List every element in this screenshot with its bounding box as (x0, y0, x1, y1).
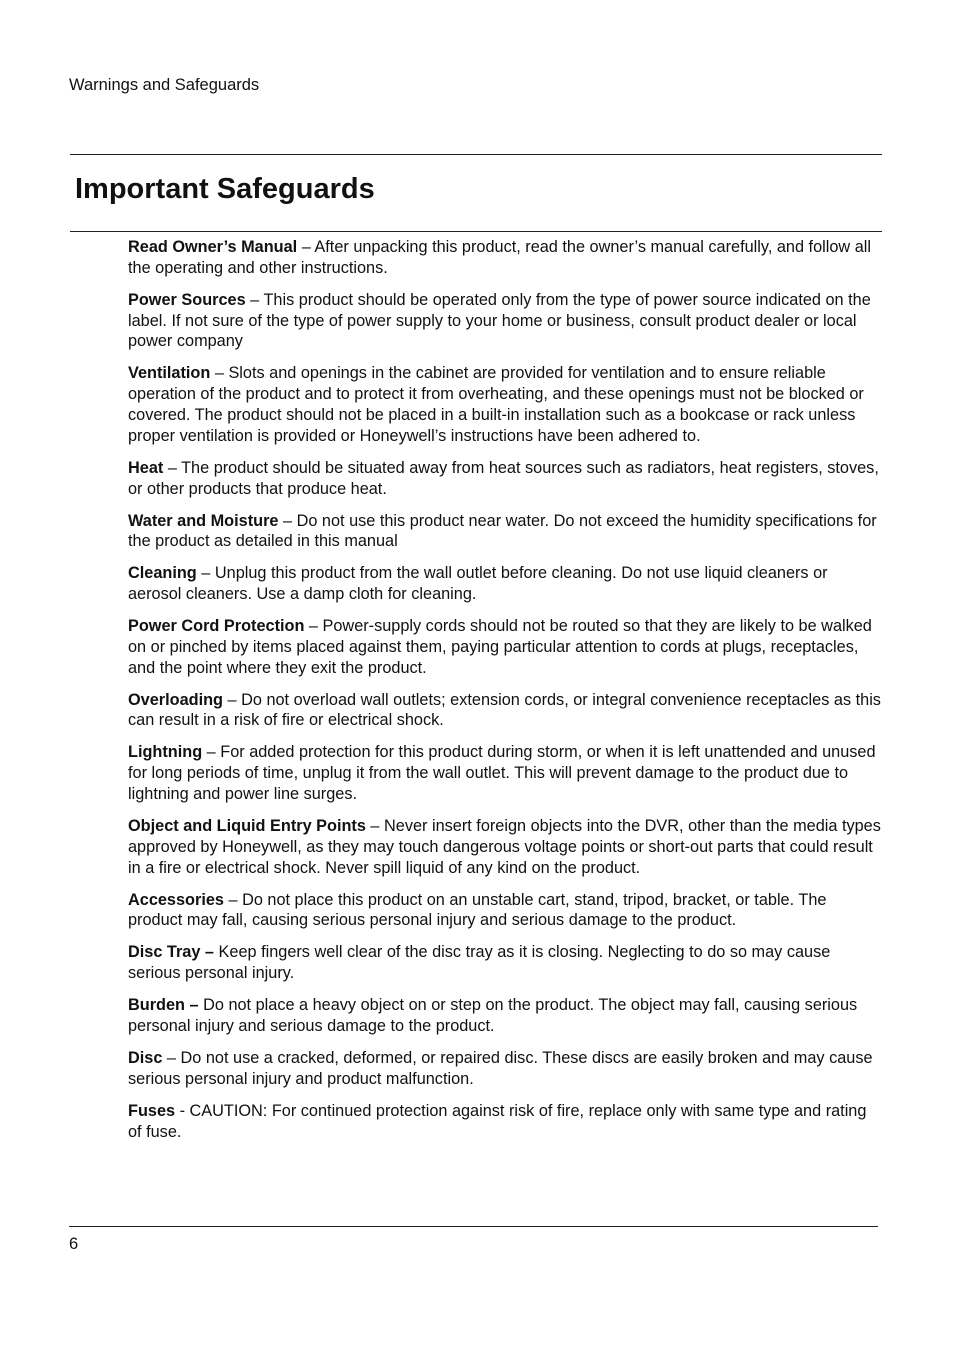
title-rule (70, 231, 882, 232)
safeguard-text: Do not overload wall outlets; extension cords, or integral convenience receptacles as this can result in a risk of fire or electrical shock. (128, 690, 881, 730)
header-rule (70, 154, 882, 155)
safeguard-item (128, 942, 882, 984)
safeguard-item (128, 458, 882, 500)
page-title: Important Safeguards (75, 173, 375, 205)
safeguard-text: The product should be situated away from heat sources such as radiators, heat registers, stoves, or other products that produce heat. (128, 458, 879, 498)
safeguard-separator: – (223, 690, 242, 709)
safeguard-text: Keep fingers well clear of the disc tray as it is closing. Neglecting to do so may cause serious personal injury. (128, 943, 831, 983)
safeguards-list (128, 237, 882, 1154)
safeguard-separator: – (304, 617, 323, 636)
safeguard-text: Slots and openings in the cabinet are provided for ventilation and to ensure reliable operation of the product and to protect it from overheating, and these openings must not be blocked or covered. The product should not be placed in a built-in installation such as a bookcase or rack unless proper ventilation is provided or Honeywell’s instructions have been adhered to. (128, 364, 864, 445)
safeguard-text: For added protection for this product during storm, or when it is left unattended and unused for long periods of time, unplug it from the wall outlet. This will prevent damage to the product due to lightning and power line surges. (128, 743, 876, 804)
safeguard-term: Overloading (128, 690, 223, 709)
safeguard-separator: – (162, 1048, 181, 1067)
safeguard-separator: – (163, 458, 182, 477)
safeguard-term: Power Cord Protection (128, 617, 305, 636)
safeguard-item (128, 511, 882, 553)
safeguard-separator: – (223, 890, 243, 909)
safeguard-separator: – (297, 238, 315, 256)
safeguard-item (128, 890, 882, 932)
safeguard-item (128, 690, 882, 732)
safeguard-term: Power Sources (128, 290, 246, 309)
safeguard-text: After unpacking this product, read the owner’s manual carefully, and follow all the operating and other instructions. (128, 238, 871, 277)
footer-rule (69, 1226, 878, 1227)
safeguard-term: Object and Liquid Entry Points (128, 817, 366, 836)
safeguard-item (128, 237, 882, 279)
safeguard-term: Ventilation (128, 364, 211, 383)
safeguard-text: Never insert foreign objects into the DVR, other than the media types approved by Honeywell, as they may touch dangerous voltage points or short-out parts that could result in a fire or electrical shock. Never spill liquid of any kind on the product. (128, 817, 881, 877)
safeguard-term: Disc Tray – (128, 943, 214, 962)
safeguard-text: CAUTION: For continued protection against risk of fire, replace only with same type and rating of fuse. (128, 1101, 867, 1141)
safeguard-item (128, 616, 882, 678)
page-number: 6 (69, 1235, 79, 1253)
safeguard-text: Do not place this product on an unstable cart, stand, tripod, bracket, or table. The product may fall, causing serious personal injury and serious damage to the product. (128, 890, 827, 930)
safeguard-term: Read Owner’s Manual (128, 238, 298, 256)
safeguard-item (128, 363, 882, 446)
safeguard-term: Burden – (128, 996, 199, 1015)
safeguard-text: Power-supply cords should not be routed so that they are likely to be walked on or pinched by items placed against them, paying particular attention to cords at plugs, receptacles, and the point where they exit the product. (128, 617, 872, 677)
safeguard-term: Accessories (128, 890, 224, 909)
safeguard-item (128, 816, 882, 878)
safeguard-item (128, 1101, 882, 1143)
safeguard-text: Unplug this product from the wall outlet before cleaning. Do not use liquid cleaners or aerosol cleaners. Use a damp cloth for cleaning. (128, 564, 828, 604)
safeguard-separator: – (365, 817, 385, 836)
safeguard-item (128, 563, 882, 605)
safeguard-separator: - (175, 1101, 190, 1120)
safeguard-separator: – (210, 364, 229, 383)
safeguard-separator: – (245, 290, 264, 309)
safeguard-item (128, 742, 882, 804)
safeguard-text: Do not use a cracked, deformed, or repaired disc. These discs are easily broken and may cause serious personal injury and product malfunction. (128, 1048, 873, 1088)
safeguard-separator: – (278, 511, 297, 530)
safeguard-item (128, 290, 882, 352)
safeguard-text: Do not use this product near water. Do not exceed the humidity specifications for the product as detailed in this manual (128, 511, 877, 551)
safeguard-term: Water and Moisture (128, 511, 279, 530)
safeguard-item (128, 1048, 882, 1090)
safeguard-item (128, 995, 882, 1037)
safeguard-term: Fuses (128, 1101, 176, 1120)
safeguard-text: This product should be operated only from the type of power source indicated on the label. If not sure of the type of power supply to your home or business, consult product dealer or local power company (128, 290, 871, 351)
safeguard-term: Heat (128, 458, 164, 477)
safeguard-term: Disc (128, 1048, 163, 1067)
safeguard-term: Lightning (128, 743, 203, 762)
safeguard-term: Cleaning (128, 564, 197, 583)
safeguard-separator: – (202, 743, 221, 762)
running-header: Warnings and Safeguards (69, 76, 260, 94)
safeguard-separator: – (196, 564, 215, 583)
safeguard-text: Do not place a heavy object on or step on the product. The object may fall, causing serious personal injury and serious damage to the product. (128, 996, 858, 1035)
